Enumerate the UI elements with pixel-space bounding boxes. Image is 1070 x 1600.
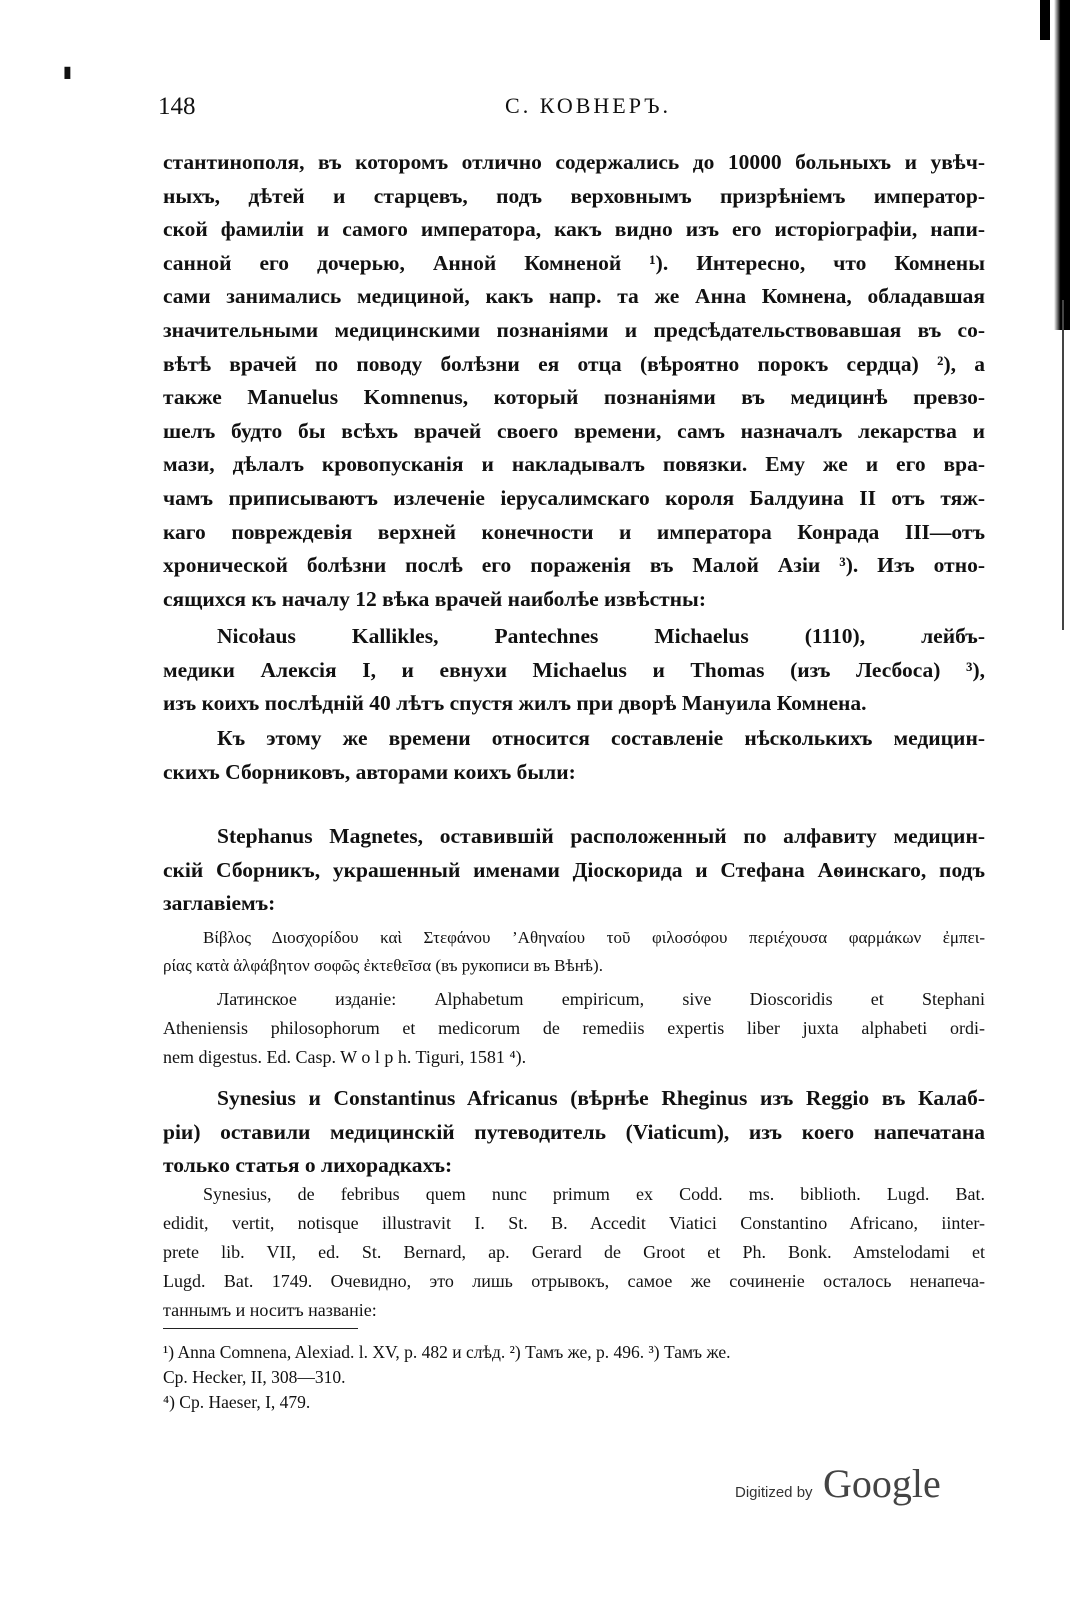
text-line: Nicołaus Kallikles, Pantechnes Michaelus (1110), лейбъ- [217, 624, 985, 648]
latin-edition [163, 985, 985, 1072]
synesius-edition [163, 1180, 985, 1325]
text-line: значительными медицинскими познаніями и предсѣдательствовавшая въ со- [163, 317, 985, 342]
text-line: скій Сборникъ, украшенный именами Діоскорида и Стефана Аѳинскаго, подъ [163, 857, 985, 882]
page-edge-mark [1040, 0, 1050, 40]
text-line: изъ коихъ послѣдній 40 лѣтъ спустя жилъ при дворѣ Мануила Комнена. [163, 691, 867, 716]
watermark-logo: Google [823, 1461, 941, 1506]
page-header [158, 93, 978, 123]
text-line: Lugd. Bat. 1749. Очевидно, это лишь отрывокъ, самое же сочиненіе осталось ненапеча- [163, 1271, 985, 1291]
running-head: С. КОВНЕРЪ. [505, 93, 671, 118]
text-line: ріи) оставили медицинскій путеводитель (Viaticum), изъ коего напечатана [163, 1119, 985, 1144]
footnote-line: ⁴) Ср. Haeser, I, 479. [163, 1392, 311, 1412]
text-line: стантинополя, въ которомъ отлично содержались до 10000 больныхъ и увѣч- [163, 150, 985, 174]
scan-speck: ▮ [63, 64, 72, 81]
text-line: Synesius и Constantinus Africanus (вѣрнѣе Rheginus изъ Reggio въ Калаб- [217, 1086, 985, 1110]
greek-title [163, 924, 985, 980]
paragraph-synesius [163, 1082, 985, 1183]
text-line: ской фамиліи и самого императора, какъ видно изъ его исторіографіи, напи- [163, 217, 985, 242]
page-number: 148 [158, 93, 196, 120]
text-line: edidit, vertit, notisque illustravit I. St. B. Accedit Viatici Constantino Africano, iinter- [163, 1213, 985, 1233]
text-line: хронической болѣзни послѣ его пораженія въ Малой Азіи ³). Изъ отно- [163, 553, 985, 578]
text-line: Къ этому же времени относится составленіе нѣсколькихъ медицин- [217, 726, 985, 750]
text-line: Atheniensis philosophorum et medicorum de remediis expertis liber juxta alphabeti ordi- [163, 1018, 985, 1038]
text-line: Stephanus Magnetes, оставившій расположенный по алфавиту медицин- [217, 824, 985, 848]
text-line: каго повреждевія верхней конечности и императора Конрада III—отъ [163, 519, 985, 544]
text-line: сящихся къ началу 12 вѣка врачей наиболѣе извѣстны: [163, 586, 707, 611]
text-line: сами занимались медициной, какъ напр. та же Анна Комнена, обладавшая [163, 284, 985, 309]
text-line: шелъ будто бы всѣхъ врачей своего времени, самъ назначалъ лекарства и [163, 418, 985, 443]
paragraph-physicians [163, 620, 985, 721]
paragraph-komnenos [163, 146, 985, 616]
text-line: санной его дочерью, Анной Комненой ¹). Интересно, что Комнены [163, 250, 985, 275]
text-line: медики Алексія I, и евнухи Michaelus и Thomas (изъ Лесбоса) ³), [163, 657, 985, 682]
text-line: мази, дѣлалъ кровопусканія и накладывалъ повязки. Ему же и его вра- [163, 452, 985, 477]
text-line: скихъ Сборниковъ, авторами коихъ были: [163, 759, 576, 784]
text-line: Латинское изданіе: Alphabetum empiricum, sive Dioscoridis et Stephani [217, 989, 985, 1009]
paragraph-stephanus [163, 820, 985, 921]
footnote-line: Ср. Hecker, II, 308—310. [163, 1367, 346, 1387]
text-line: вѣтѣ врачей по поводу болѣзни ея отца (вѣроятно порокъ сердца) ²), а [163, 351, 985, 376]
text-line: таннымъ и носитъ названіе: [163, 1300, 377, 1320]
text-line: Βίβλος Διοσχορίδου καὶ Στεφάνου ’Αθηναίου τοῦ φιλοσόφου περιέχουσα φαρμάκων ἐμπει- [203, 928, 985, 947]
page-edge-line [1062, 300, 1064, 630]
text-line: Synesius, de febribus quem nunc primum ex Codd. ms. biblioth. Lugd. Bat. [203, 1184, 985, 1204]
text-line: только статья о лихорадкахъ: [163, 1153, 453, 1178]
text-line: чамъ приписываютъ излеченіе іерусалимскаго короля Балдуина II отъ тяж- [163, 485, 985, 510]
text-line: также Manuelus Komnenus, который познаніями въ медицинѣ превзо- [163, 385, 985, 410]
page-edge-shadow [1054, 0, 1070, 330]
footnote-rule [163, 1328, 358, 1329]
paragraph-collections [163, 722, 985, 789]
watermark-small: Digitized by [735, 1484, 813, 1501]
digitized-watermark [735, 1460, 965, 1510]
text-line: prete lib. VII, ed. St. Bernard, ap. Gerard de Groot et Ph. Bonk. Amstelodami et [163, 1242, 985, 1262]
text-line: nem digestus. Ed. Casp. W o l p h. Tiguri, 1581 ⁴). [163, 1047, 527, 1067]
text-line: ρίας κατὰ ἀλφάβητον σοφῶς ἐκτεθεῖσα (въ рукописи въ Вѣнѣ). [163, 956, 603, 975]
text-line: ныхъ, дѣтей и старцевъ, подъ верховнымъ призрѣніемъ император- [163, 183, 985, 208]
footnotes [163, 1340, 993, 1415]
text-line: заглавіемъ: [163, 891, 276, 916]
footnote-line: ¹) Anna Comnena, Alexiad. l. XV, p. 482 и слѣд. ²) Тамъ же, р. 496. ³) Тамъ же. [163, 1342, 731, 1362]
